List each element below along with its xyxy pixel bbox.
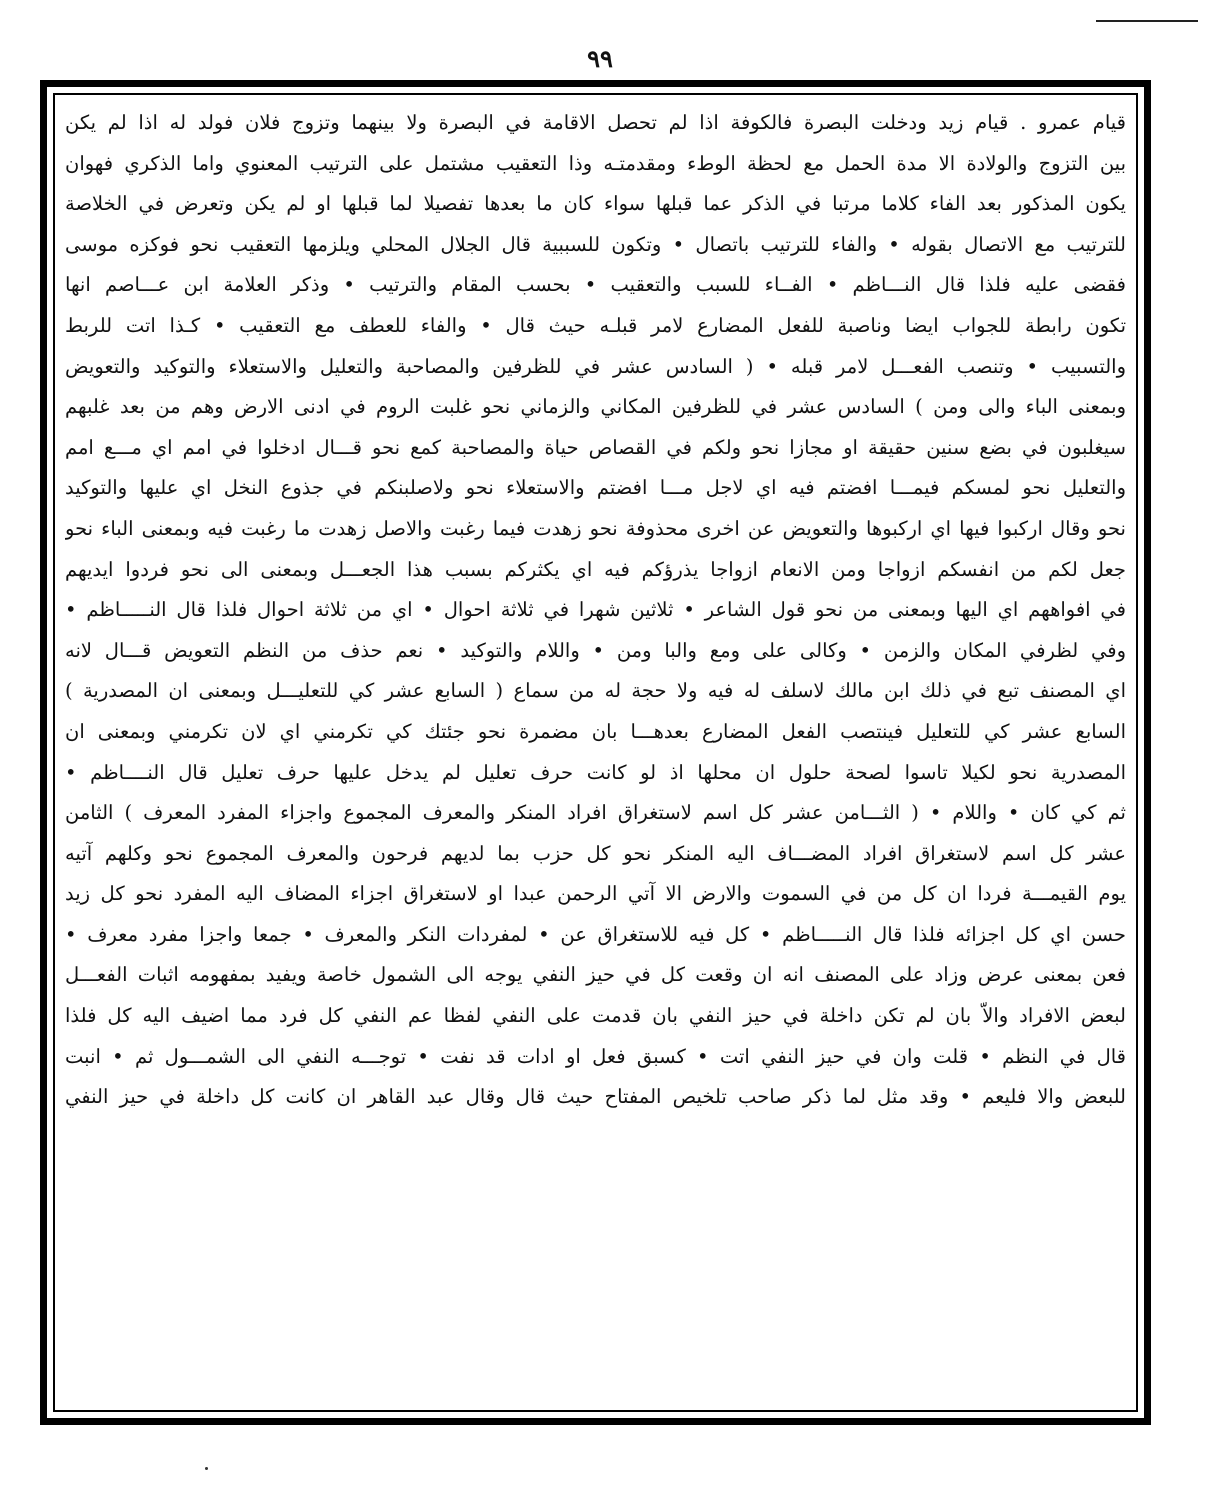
text-line: فقضى عليه فلذا قال النـــاظم • الفــاء للسبب والتعقيب • بحسب المقام والترتيب • وذكر العلامة ابن عـــاصم انها bbox=[65, 273, 1126, 297]
text-line: للبعض والا فليعم • وقد مثل لما ذكر صاحب تلخيص المفتاح حيث قال وقال عبد القاهر ان كانت كل داخلة في حيز النفي bbox=[65, 1085, 1126, 1109]
text-line: يكون المذكور بعد الفاء كلاما مرتبا في الذكر عما قبلها سواء كان ما بعدها تفصيلا لما قبلها او لم يكن وتعرض في الخلاصة bbox=[65, 192, 1126, 216]
text-line: جعل لكم من انفسكم ازواجا ومن الانعام ازواجا يذرؤكم فيه اي يكثركم بسبب هذا الجعـــل وبمعنى الى نحو فردوا ايديهم bbox=[65, 557, 1126, 581]
text-line: نحو وقال اركبوا فيها اي اركبوها والتعويض عن اخرى محذوفة نحو زهدت فيما رغبت والاصل زهدت ما رغبت فيه وبمعنى الباء نحو bbox=[65, 516, 1126, 540]
text-line: حسن اي كل اجزائه فلذا قال النـــــاظم • كل فيه للاستغراق عن • لمفردات النكر والمعرف • جمعا واجزا مفرد معرف • bbox=[65, 922, 1126, 946]
text-line: السابع عشر كي للتعليل فينتصب الفعل المضارع بعدهـــا بان مضمرة نحو جئتك كي تكرمني اي لان تكرمني وبمعنى ان bbox=[65, 719, 1126, 743]
text-line: اي المصنف تبع في ذلك ابن مالك لاسلف له فيه ولا حجة له من سماع ( السابع عشر كي للتعليـــل وبمعنى ان المصدرية ) bbox=[65, 679, 1126, 703]
text-line: ثم كي كان • واللام • ( الثـــامن عشر كل اسم لاستغراق افراد المنكر والمعرف المجموع واجزاء المفرد المعرف ) الثامن bbox=[65, 801, 1126, 825]
text-line: قال في النظم • قلت وان في حيز النفي اتت • كسبق فعل او ادات قد نفت • توجـــه النفي الى الشمـــول ثم • انبت bbox=[65, 1044, 1126, 1068]
text-line: سيغلبون في بضع سنين حقيقة او مجازا نحو ولكم في القصاص حياة والمصاحبة كمع نحو قـــال ادخلوا في امم اي مـــع امم bbox=[65, 435, 1126, 459]
text-line: قيام عمرو . قيام زيد ودخلت البصرة فالكوفة اذا لم تحصل الاقامة في البصرة ولا بينهما وتزوج فلان فولد له اذا لم يكن bbox=[65, 111, 1126, 134]
text-line: وبمعنى الباء والى ومن ) السادس عشر في للظرفين المكاني والزماني نحو غلبت الروم في ادنى الارض وهم من بعد غلبهم bbox=[65, 395, 1126, 419]
text-line: المصدرية نحو لكيلا تاسوا لصحة حلول ان محلها اذ لو كانت حرف تعليل لم يدخل عليها حرف تعليل قال النــــاظم • bbox=[65, 760, 1126, 784]
bottom-mark bbox=[205, 1467, 208, 1470]
text-line: تكون رابطة للجواب ايضا وناصبة للفعل المضارع لامر قبلـه حيث قال • والفاء للعطف مع التعقيب • كـذا اتت للربط bbox=[65, 313, 1126, 337]
text-line: وفي لظرفي المكان والزمن • وكالى على ومع والبا ومن • واللام والتوكيد • نعم حذف من النظم التعويض قـــال لانه bbox=[65, 638, 1126, 662]
text-line: للترتيب مع الاتصال بقوله • والفاء للترتيب باتصال • وتكون للسببية قال الجلال المحلي ويلزمها التعقيب نحو فوكزه موسى bbox=[65, 232, 1126, 256]
text-line: في افواههم اي اليها وبمعنى من نحو قول الشاعر • ثلاثين شهرا في ثلاثة احوال • اي من ثلاثة احوال فلذا قال النـــــاظم • bbox=[65, 598, 1126, 622]
text-line: عشر كل اسم لاستغراق افراد المضـــاف اليه المنكر نحو كل حزب بما لديهم فرحون والمعرف المجموع نحو وكلهم آتيه bbox=[65, 841, 1126, 865]
text-body bbox=[65, 103, 1126, 1404]
text-line: لبعض الافراد والاّ بان لم تكن داخلة في حيز النفي بان قدمت على النفي لفظا عم النفي كل فرد مما اضيف اليه كل فلذا bbox=[65, 1004, 1126, 1028]
corner-rule bbox=[1096, 20, 1198, 22]
text-line: يوم القيمـــة فردا ان كل من في السموت والارض الا آتي الرحمن عبدا او لاستغراق اجزاء المضاف اليه المفرد نحو كل زيد bbox=[65, 882, 1126, 906]
page-frame bbox=[40, 80, 1151, 1425]
page-number: ٩٩ bbox=[587, 44, 613, 73]
text-line: فعن بمعنى عرض وزاد على المصنف انه ان وقعت كل في حيز النفي يوجه الى الشمول خاصة ويفيد بمفهومه اثبات الفعـــل bbox=[65, 963, 1126, 987]
text-line: بين التزوج والولادة الا مدة الحمل مع لحظة الوطء ومقدمتـه وذا التعقيب مشتمل على الترتيب المعنوي واما الذكري فهوان bbox=[65, 151, 1126, 175]
text-line: والتعليل نحو لمسكم فيمـــا افضتم فيه اي لاجل مـــا افضتم والاستعلاء نحو ولاصلبنكم في جذوع النخل اي عليها والتوكيد bbox=[65, 476, 1126, 500]
text-line: والتسبيب • وتنصب الفعـــل لامر قبله • ( السادس عشر في للظرفين والمصاحبة والتعليل والاستعلاء والتوكيد والتعويض bbox=[65, 354, 1126, 378]
